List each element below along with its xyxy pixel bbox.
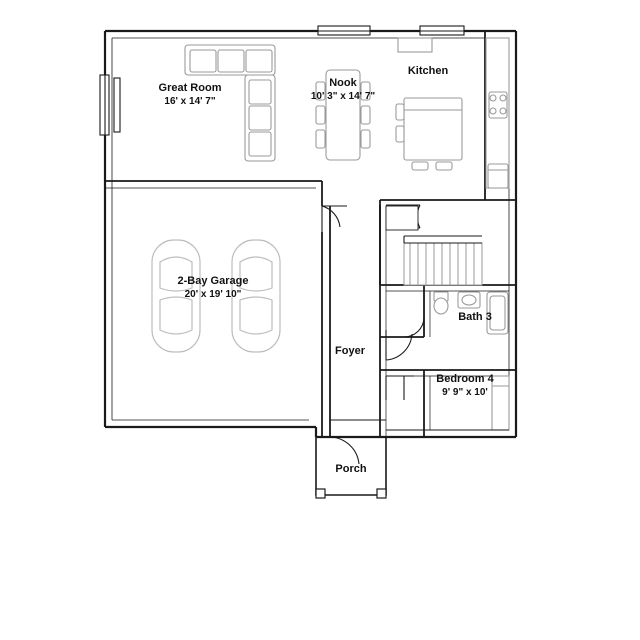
room-name-garage: 2-Bay Garage — [177, 274, 249, 287]
room-dims-bedroom-4: 9' 9" x 10' — [442, 386, 488, 398]
porch-columns — [316, 489, 386, 498]
garage-car-left — [152, 240, 200, 352]
room-name-kitchen: Kitchen — [407, 65, 449, 78]
exterior-wall-inner-lines — [112, 38, 509, 430]
kitchen-pantry — [398, 38, 432, 52]
room-name-foyer: Foyer — [335, 345, 365, 358]
room-name-bath-3: Bath 3 — [458, 311, 492, 324]
room-name-bedroom-4: Bedroom 4 — [436, 372, 494, 385]
kitchen-island — [396, 98, 462, 170]
room-dims-nook: 10' 3" x 14' 7" — [310, 90, 376, 102]
kitchen-counter — [486, 38, 509, 188]
misc-details — [330, 206, 509, 430]
great-room-sectional — [185, 45, 275, 161]
room-name-porch: Porch — [335, 463, 367, 476]
nook-dining-table — [316, 70, 370, 160]
room-dims-garage: 20' x 19' 10" — [184, 288, 242, 300]
staircase — [404, 243, 482, 285]
room-name-great-room: Great Room — [158, 81, 222, 94]
stair-landing-arrow — [404, 236, 482, 243]
room-name-nook: Nook — [329, 76, 357, 89]
bath-fixtures — [434, 292, 508, 334]
bedroom-closet — [492, 376, 509, 430]
garage-car-right — [232, 240, 280, 352]
room-dims-great-room: 16' x 14' 7" — [164, 95, 216, 107]
